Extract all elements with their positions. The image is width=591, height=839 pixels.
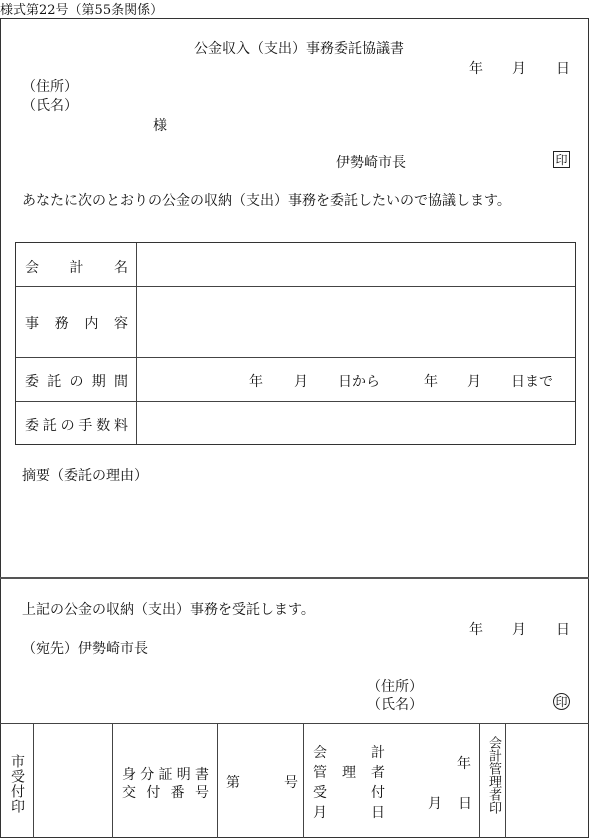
sender-title: 伊勢崎市長 xyxy=(336,155,406,171)
detail-table xyxy=(15,242,576,445)
acceptance-seal: 印 xyxy=(553,693,570,710)
issue-year: 年 xyxy=(469,61,483,77)
city-receipt-stamp-box xyxy=(34,724,111,838)
row-label-period: 委 託 の 期 間 xyxy=(25,374,128,390)
acceptance-month: 月 xyxy=(512,622,526,638)
acceptance-text: 上記の公金の収納（支出）事務を受託します。 xyxy=(22,602,315,618)
summary-field[interactable] xyxy=(22,486,572,572)
period-year-1: 年 xyxy=(249,374,263,390)
id-cert-line-1: 身 分 証 明 書 xyxy=(122,767,209,783)
city-receipt-stamp-label: 市受付印 xyxy=(9,754,25,814)
row-label-account: 会 計 名 xyxy=(25,260,128,276)
row-value-fee[interactable] xyxy=(141,415,571,435)
issue-day: 日 xyxy=(556,61,570,77)
period-day-from: 日から xyxy=(338,374,380,390)
receipt-month: 月 xyxy=(428,796,442,812)
addressee-name: （氏名） xyxy=(22,98,78,114)
summary-label: 摘要（委託の理由） xyxy=(22,468,148,484)
row-label-duties: 事 務 内 容 xyxy=(25,316,128,332)
acc-row-1: 会 計 xyxy=(313,745,385,761)
form-label: 様式第22号（第55条関係） xyxy=(0,3,164,18)
acceptance-address: （住所） xyxy=(367,679,423,695)
period-month-2: 月 xyxy=(467,374,481,390)
acc-row-3: 受 付 xyxy=(313,785,385,801)
row-value-account[interactable] xyxy=(141,257,571,277)
acceptance-name: （氏名） xyxy=(367,697,423,713)
receipt-day: 日 xyxy=(458,796,472,812)
row-label-fee: 委 託 の 手 数 料 xyxy=(25,418,128,434)
manager-seal-label: 会計管理者印 xyxy=(486,736,501,814)
row-value-duties[interactable] xyxy=(141,303,571,343)
period-year-2: 年 xyxy=(424,374,438,390)
manager-seal-box xyxy=(506,724,588,838)
issue-month: 月 xyxy=(512,61,526,77)
acceptance-day: 日 xyxy=(556,622,570,638)
acc-row-4: 月 日 xyxy=(313,805,385,821)
number-prefix: 第 xyxy=(226,775,240,791)
period-day-to: 日まで xyxy=(511,374,553,390)
sender-seal: 印 xyxy=(553,151,570,168)
section-divider xyxy=(0,577,589,579)
acceptance-to: （宛先）伊勢崎市長 xyxy=(22,641,148,657)
number-suffix: 号 xyxy=(284,775,298,791)
addressee-address: （住所） xyxy=(22,79,78,95)
id-cert-line-2: 交 付 番 号 xyxy=(122,785,209,801)
period-month-1: 月 xyxy=(294,374,308,390)
doc-title: 公金収入（支出）事務委託協議書 xyxy=(194,41,404,57)
intro-text: あなたに次のとおりの公金の収納（支出）事務を委託したいので協議します。 xyxy=(22,193,511,209)
acc-row-2: 管 理 者 xyxy=(313,765,385,781)
receipt-year: 年 xyxy=(457,756,471,772)
acceptance-year: 年 xyxy=(469,622,483,638)
addressee-honorific: 様 xyxy=(153,118,167,134)
period-value[interactable] xyxy=(16,371,575,391)
